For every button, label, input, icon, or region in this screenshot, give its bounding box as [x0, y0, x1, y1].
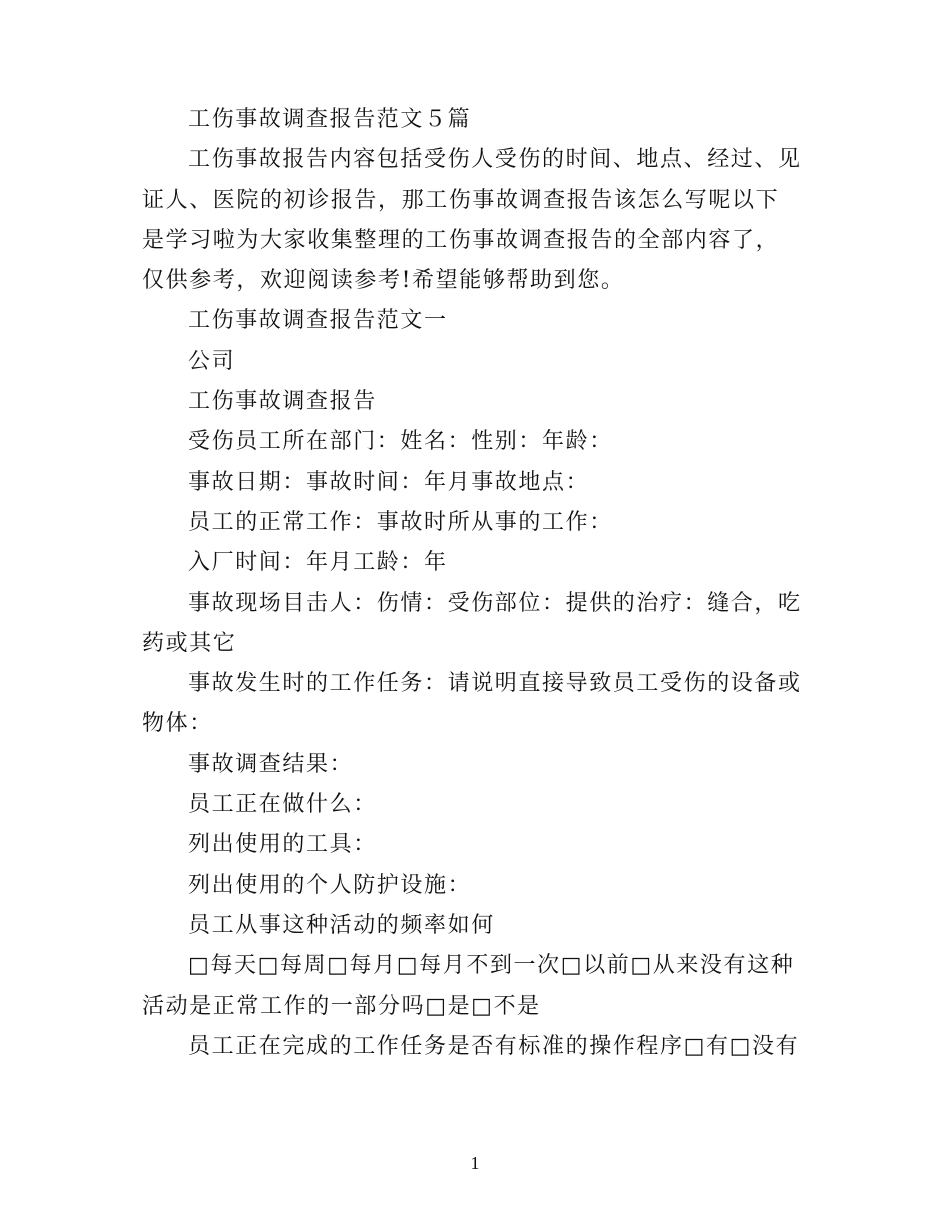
form-line-frequency: 员工从事这种活动的频率如何 [188, 912, 495, 938]
form-line-frequency-options: □每天□每周□每月□每月不到一次□以前□从来没有这种活动是正常工作的一部分吗□是□不是 [142, 953, 795, 1019]
form-line-ppe: 列出使用的个人防护设施： [188, 872, 472, 898]
form-line-accident-date: 事故日期：事故时间：年月事故地点： [188, 469, 590, 495]
intro-paragraph: 工伤事故报告内容包括受伤人受伤的时间、地点、经过、见证人、医院的初诊报告，那工伤事故调查报告该怎么写呢以下是学习啦为大家收集整理的工伤事故调查报告的全部内容了，仅供参考，欢迎阅读参考!希望能够帮助到您。 [142, 147, 802, 294]
form-line-entry-time: 入厂时间：年月工龄：年 [188, 550, 448, 576]
form-line-task: 事故发生时的工作任务：请说明直接导致员工受伤的设备或物体： [142, 671, 802, 737]
document-title: 工伤事故调查报告范文５篇 [188, 107, 472, 132]
section-heading: 工伤事故调查报告范文一 [188, 308, 448, 334]
form-line-doing: 员工正在做什么： [188, 792, 377, 818]
page-number: 1 [470, 1153, 480, 1173]
form-line-witness-injury: 事故现场目击人：伤情：受伤部位：提供的治疗：缝合，吃药或其它 [142, 590, 802, 656]
form-line-procedure: 员工正在完成的工作任务是否有标准的操作程序□有□没有 [188, 1033, 800, 1059]
form-line-employee-info: 受伤员工所在部门：姓名：性别：年龄： [188, 429, 613, 455]
report-title: 工伤事故调查报告 [188, 389, 377, 415]
form-line-results: 事故调查结果： [188, 751, 354, 777]
form-line-tools: 列出使用的工具： [188, 832, 377, 858]
form-line-normal-work: 员工的正常工作：事故时所从事的工作： [188, 509, 613, 535]
document-body [142, 100, 802, 1067]
company-line: 公司 [188, 348, 236, 374]
